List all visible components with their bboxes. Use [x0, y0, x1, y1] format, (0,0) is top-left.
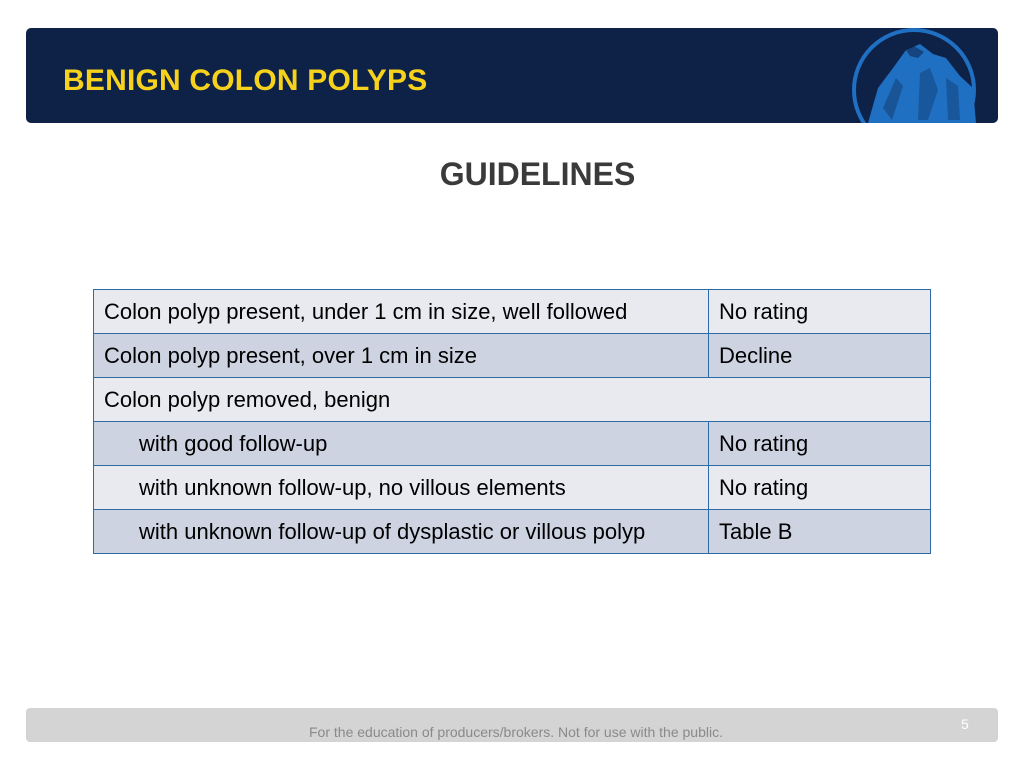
table-row — [94, 334, 931, 378]
footer-disclaimer: For the education of producers/brokers. Not for use with the public. — [309, 724, 723, 740]
condition-cell: Colon polyp present, under 1 cm in size, well followed — [94, 290, 709, 334]
subtitle: GUIDELINES — [439, 156, 636, 192]
table-row — [94, 290, 931, 334]
rating-cell: Decline — [709, 334, 931, 378]
condition-text: with unknown follow-up of dysplastic or villous polyp — [139, 519, 646, 544]
page-number: 5 — [961, 716, 969, 732]
header-bar — [26, 28, 998, 123]
table-row — [94, 378, 931, 422]
condition-text: with unknown follow-up, no villous elements — [139, 475, 566, 500]
rating-cell: Table B — [709, 510, 931, 554]
guidelines-table — [93, 289, 931, 554]
condition-cell-indented — [94, 422, 709, 466]
condition-cell-indented — [94, 466, 709, 510]
rock-logo-icon — [848, 28, 983, 123]
slide-title: BENIGN COLON POLYPS — [63, 64, 428, 97]
rating-cell: No rating — [709, 422, 931, 466]
condition-cell: Colon polyp removed, benign — [94, 378, 931, 422]
rating-cell: No rating — [709, 290, 931, 334]
condition-cell-indented — [94, 510, 709, 554]
condition-cell: Colon polyp present, over 1 cm in size — [94, 334, 709, 378]
table-row — [94, 510, 931, 554]
rating-cell: No rating — [709, 466, 931, 510]
table-row — [94, 422, 931, 466]
condition-text: with good follow-up — [139, 431, 328, 456]
table-row — [94, 466, 931, 510]
